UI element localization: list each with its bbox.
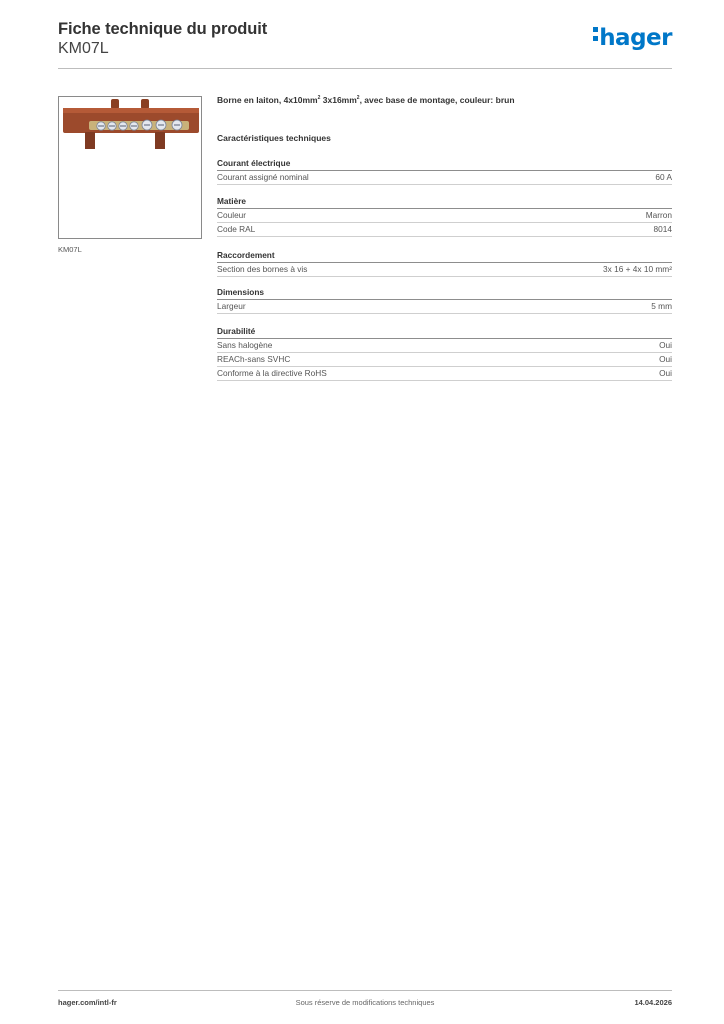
footer-disclaimer: Sous réserve de modifications techniques: [295, 998, 435, 1007]
spec-value: 8014: [653, 224, 672, 234]
product-code: KM07L: [58, 40, 109, 57]
spec-row: [217, 339, 672, 353]
spec-label: Largeur: [217, 301, 246, 311]
spec-group: [217, 196, 672, 237]
spec-value: Oui: [659, 354, 672, 364]
spec-label: Sans halogène: [217, 340, 273, 350]
datasheet-content: [217, 95, 672, 381]
spec-value: 5 mm: [651, 301, 672, 311]
hager-logo: [593, 25, 672, 51]
image-caption: KM07L: [58, 245, 82, 254]
spec-label: Section des bornes à vis: [217, 264, 308, 274]
page-title: Fiche technique du produit: [58, 20, 268, 38]
spec-label: REACh-sans SVHC: [217, 354, 291, 364]
terminal-block-illustration: [59, 97, 201, 238]
spec-value: 3x 16 + 4x 10 mm²: [603, 264, 672, 274]
spec-group: [217, 158, 672, 185]
spec-row: [217, 171, 672, 185]
spec-row: [217, 300, 672, 314]
spec-row: [217, 223, 672, 237]
footer-divider: [58, 990, 672, 991]
spec-value: Oui: [659, 340, 672, 350]
logo-dots-icon: [593, 27, 598, 45]
spec-group-title: Dimensions: [217, 287, 672, 300]
spec-group-title: Matière: [217, 196, 672, 209]
spec-label: Courant assigné nominal: [217, 172, 309, 182]
spec-group: [217, 287, 672, 314]
spec-value: Marron: [645, 210, 672, 220]
product-image: [58, 96, 202, 239]
footer-website[interactable]: hager.com/intl-fr: [58, 998, 117, 1007]
spec-row: [217, 209, 672, 223]
header-divider: [58, 68, 672, 69]
spec-group-title: Durabilité: [217, 326, 672, 339]
spec-label: Conforme à la directive RoHS: [217, 368, 327, 378]
logo-text: hager: [599, 25, 672, 51]
spec-label: Couleur: [217, 210, 247, 220]
spec-label: Code RAL: [217, 224, 256, 234]
spec-group: [217, 326, 672, 381]
spec-row: [217, 353, 672, 367]
spec-row: [217, 263, 672, 277]
spec-group-title: Courant électrique: [217, 158, 672, 171]
spec-group-title: Raccordement: [217, 250, 672, 263]
page-header: [58, 20, 672, 58]
characteristics-title: Caractéristiques techniques: [217, 133, 331, 143]
spec-value: 60 A: [655, 172, 672, 182]
product-description: Borne en laiton, $4x10mm^2$ $3x16mm^2$, avec base de montage, couleur: brun: [217, 95, 515, 105]
spec-group: [217, 250, 672, 277]
characteristics-groups: [217, 158, 672, 381]
spec-value: Oui: [659, 368, 672, 378]
footer-date: 14.04.2026: [634, 998, 672, 1007]
spec-row: [217, 367, 672, 381]
